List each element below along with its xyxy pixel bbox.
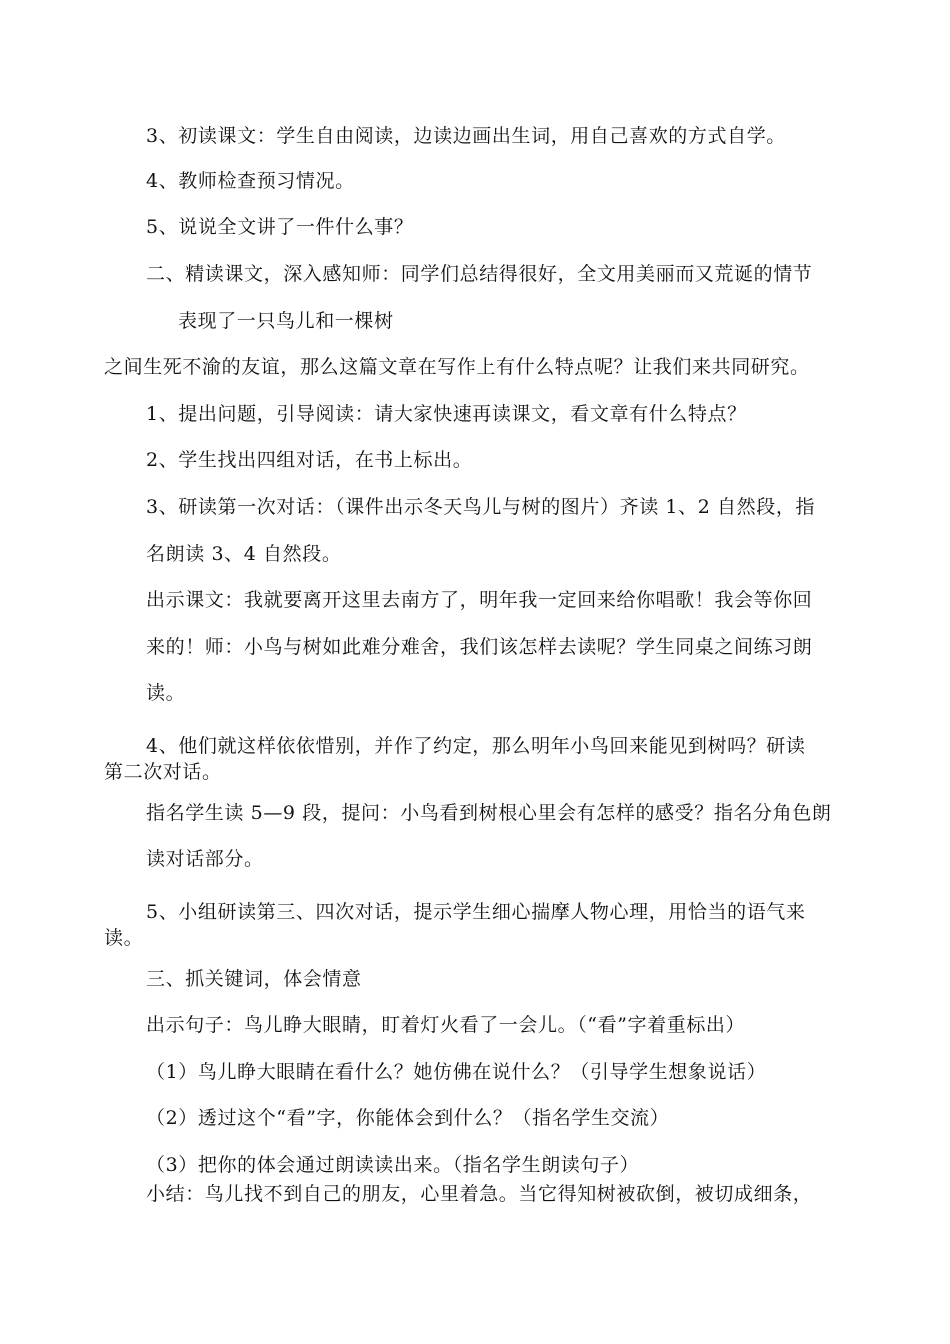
text-line: 3、研读第一次对话：（课件出示冬天鸟儿与树的图片）齐读 1、2 自然段，指 — [146, 496, 816, 518]
text-line: 3、初读课文：学生自由阅读，边读边画出生词，用自己喜欢的方式自学。 — [146, 125, 786, 147]
text-line: 表现了一只鸟儿和一棵树 — [178, 310, 394, 332]
text-line: 小结：鸟儿找不到自己的朋友，心里着急。当它得知树被砍倒，被切成细条， — [146, 1183, 813, 1205]
text-line: 第二次对话。 — [104, 761, 222, 783]
text-line: （1）鸟儿睁大眼睛在看什么？她仿佛在说什么？（引导学生想象说话） — [146, 1061, 767, 1083]
text-line: 来的！师：小鸟与树如此难分难舍，我们该怎样去读呢？学生同桌之间练习朗 — [146, 636, 813, 658]
text-line: 三、抓关键词，体会情意 — [146, 968, 362, 990]
text-line: 5、说说全文讲了一件什么事？ — [146, 216, 414, 238]
text-line: 之间生死不渝的友谊，那么这篇文章在写作上有什么特点呢？让我们来共同研究。 — [104, 356, 810, 378]
text-line: 读。 — [146, 682, 186, 704]
text-line: 读。 — [104, 927, 144, 949]
text-line: 4、他们就这样依依惜别，并作了约定，那么明年小鸟回来能见到树吗？研读 — [146, 735, 806, 757]
text-line: 读对话部分。 — [146, 848, 264, 870]
text-line: （3）把你的体会通过朗读读出来。（指名学生朗读句子） — [146, 1154, 640, 1176]
text-line: 5、小组研读第三、四次对话，提示学生细心揣摩人物心理，用恰当的语气来 — [146, 901, 806, 923]
text-line: （2）透过这个“看”字，你能体会到什么？（指名学生交流） — [146, 1107, 670, 1129]
text-line: 二、精读课文，深入感知师：同学们总结得很好，全文用美丽而又荒诞的情节 — [146, 263, 813, 285]
text-line: 2、学生找出四组对话，在书上标出。 — [146, 449, 473, 471]
text-line: 名朗读 3、4 自然段。 — [146, 543, 342, 565]
text-line: 指名学生读 5—9 段，提问：小鸟看到树根心里会有怎样的感受？指名分角色朗 — [146, 802, 832, 824]
text-line: 出示课文：我就要离开这里去南方了，明年我一定回来给你唱歌！我会等你回 — [146, 589, 813, 611]
text-line: 1、提出问题，引导阅读：请大家快速再读课文，看文章有什么特点？ — [146, 403, 747, 425]
text-line: 4、教师检查预习情况。 — [146, 170, 355, 192]
text-line: 出示句子：鸟儿睁大眼睛，盯着灯火看了一会儿。（“看”字着重标出） — [146, 1014, 746, 1036]
